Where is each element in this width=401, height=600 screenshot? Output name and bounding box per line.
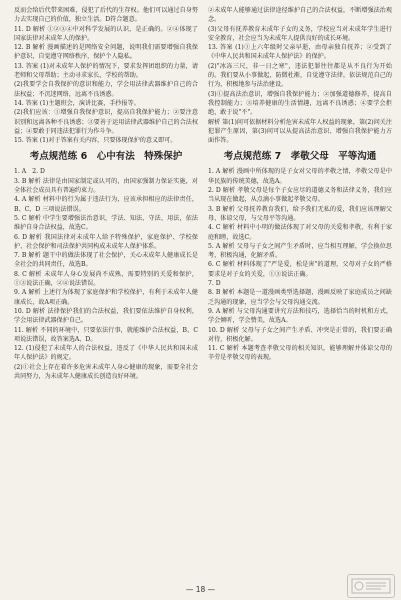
answer-paragraph: 15. 答案 (1)对于答案有关内容，只要体现保护的意义即可。 xyxy=(14,137,177,145)
answer-paragraph: 12. B 解析 漫画描述的是网络安全问题，说明我们需要增强自我保护意识，自觉遵守网络秩序，保护个人隐私。 xyxy=(14,44,198,61)
answer-paragraph: (2)我们应该：①增强自我保护意识，提高自我保护能力；②要注意识别和远离各种不良诱惑；③要善于运用法律武器维护自己的合法权益；④要敢于同违法犯罪行为作斗争。 xyxy=(14,109,198,135)
answer-paragraph: 6. C 解析 材料体现了"严是爱，松是害"的道理，父母对子女的严格要求是对子女的关爱，①③说法正确。 xyxy=(208,261,392,278)
answer-paragraph: (3)①提高法治意识，增强自我保护能力；②加强道德修养，提高自我控制能力；③培养健康的生活情趣，远离不良诱惑；④要学会拒绝，敢于说"不"。 xyxy=(208,90,392,117)
answer-paragraph: (3)父母有抚养教育未成年子女的义务，学校应当对未成年学生进行安全教育，社会应当为未成年人提供良好的成长环境。 xyxy=(208,25,392,42)
answer-paragraph: 9. A 解析 上述行为体现了家庭保护和学校保护，有利于未成年人健康成长，故A项正确。 xyxy=(14,289,198,306)
answer-paragraph: 7. B 解析 题干中的做法体现了社会保护，关心未成年人健康成长是全社会的共同责任，故选B。 xyxy=(14,252,198,269)
answer-paragraph: 14. 答案 (1)主题班会，演讲比赛，手抄报等。 xyxy=(14,99,140,107)
answer-paragraph: 6. D 解析 我国法律对未成年人给予特殊保护，家庭保护、学校保护、社会保护和司法保护共同构成未成年人保护体系。 xyxy=(14,233,198,250)
page-number: — 18 — xyxy=(185,585,216,594)
answer-paragraph: 3. B 解析 法律是由国家制定或认可的，由国家强制力保证实施，对全体社会成员具有普遍约束力。 xyxy=(14,177,198,195)
section-title: 考点规范练 6 心中有法 特殊保护 xyxy=(29,151,183,163)
answer-paragraph: 反而会给后代带来困难，侵犯了后代的生存权。他们可以通过自身努力去实现自己的价值，独立生活。D符合题意。 xyxy=(14,7,198,24)
answer-paragraph: 11. C 解析 本题考查孝敬父母的相关知识，能够理解并体谅父母的辛劳是孝敬父母的表现。 xyxy=(208,345,392,362)
left-column xyxy=(14,6,198,586)
answer-paragraph: 4. C 解析 材料中小明的做法体现了对父母的关爱和孝敬，有利于家庭和睦，故选C。 xyxy=(208,224,392,241)
answer-paragraph: 10. D 解析 父母与子女之间产生矛盾、冲突是正常的，我们要正确对待，积极化解。 xyxy=(208,326,392,343)
page-spread xyxy=(14,6,392,586)
answer-paragraph: 13. 答案 (1)对未成年人保护的情况下，要求发挥团组织的力量，请老师和父母帮助；主动寻求家长、学校的帮助。 xyxy=(14,62,198,80)
stamp-icon xyxy=(351,578,391,594)
answer-paragraph: 9. A 解析 与父母沟通要讲究方法和技巧，选择恰当的时机和方式，学会倾听，学会赞美，故选A。 xyxy=(208,307,392,325)
answer-paragraph: (2)"冰冻三尺，非一日之寒"，违法犯罪往往都是从不良行为开始的。我们要从小事做起，防微杜渐，自觉遵守法律，依法规范自己的行为，积极地参与法治建设。 xyxy=(208,62,392,89)
answer-paragraph: 1. A 2. D xyxy=(14,168,45,176)
answer-paragraph: 5. C 解析 中学生要增强法治意识，学法、知法、守法、用法，依法维护自身合法权益，故选C。 xyxy=(14,214,198,232)
answer-paragraph: 13. 答案 (1)①上六年级时父亲早逝，由母亲独自抚养；②受到了《中华人民共和国未成年人保护法》的保护。 xyxy=(208,44,392,61)
answer-paragraph: 11. D 解析 ①②③④中对科学发展的认识，是正确的。②④体现了国家法律对未成年人的保护。 xyxy=(14,25,198,42)
answer-paragraph: 3. B 解析 父母抚养教育我们，给予我们无私的爱，我们应该理解父母，体谅父母，与父母平等沟通。 xyxy=(208,205,392,222)
answer-paragraph: 4. A 解析 材料中的行为属于违法行为，应该承担相应的法律责任，B、C、D 三项说法错误。 xyxy=(14,196,198,213)
answer-paragraph: 10. D 解析 法律保护我们的合法权益，我们要依法维护自身权利，学会用法律武器保护自己。 xyxy=(14,307,198,325)
answer-paragraph: ②未成年人能够通过法律途径维护自己的合法权益，不断增强法治观念。 xyxy=(208,7,392,24)
answer-paragraph: 2. D 解析 孝敬父母是每个子女应尽的道德义务和法律义务，我们应当从现在做起，从点滴小事做起孝敬父母。 xyxy=(208,187,392,204)
answer-paragraph: 7. D xyxy=(208,280,221,288)
watermark-logo xyxy=(347,574,395,598)
answer-paragraph: 8. C 解析 未成年人身心发展尚不成熟，需要特别的关爱和保护，①③说法正确，②④说法错误。 xyxy=(14,270,198,288)
answer-paragraph: 11. 解析 不同的环境中，只要依法行事，就能维护合法权益，B、C 项说法错误，故答案选A、D。 xyxy=(14,326,198,343)
answer-paragraph: 1. A 解析 漫画中所体现的是子女对父母的孝敬之情，孝敬父母是中华民族的传统美德，故选A。 xyxy=(208,168,392,185)
answer-paragraph: 解析 第(1)问可依据材料分析危害未成年人权益的现象，第(2)问关注犯罪产生原因，第(3)问可以从提高法治意识、增强自我保护能力方面作答。 xyxy=(208,118,392,145)
answer-paragraph: 12. (1)侵犯了未成年人的合法权益，违反了《中华人民共和国未成年人保护法》的规定。 xyxy=(14,345,198,362)
section-title: 考点规范练 7 孝敬父母 平等沟通 xyxy=(223,151,377,163)
answer-paragraph: 5. A 解析 父母与子女之间产生矛盾时，应当相互理解，学会换位思考，积极沟通，化解矛盾。 xyxy=(208,242,392,260)
right-column xyxy=(208,6,392,586)
answer-paragraph: (2)①社会上存在着许多危害未成年人身心健康的现象，需要全社会共同努力，为未成年人健康成长创造良好环境。 xyxy=(14,363,198,380)
answer-paragraph: 8. B 解析 本题是一道漫画类型选择题，漫画反映了家庭成员之间缺乏沟通的现象，应当学会与父母沟通交流。 xyxy=(208,289,392,306)
answer-paragraph: (2)我要学会自我保护的意识和能力，学会用法律武器维护自己的合法权益；不沉迷网络，远离不良诱惑。 xyxy=(14,81,198,98)
